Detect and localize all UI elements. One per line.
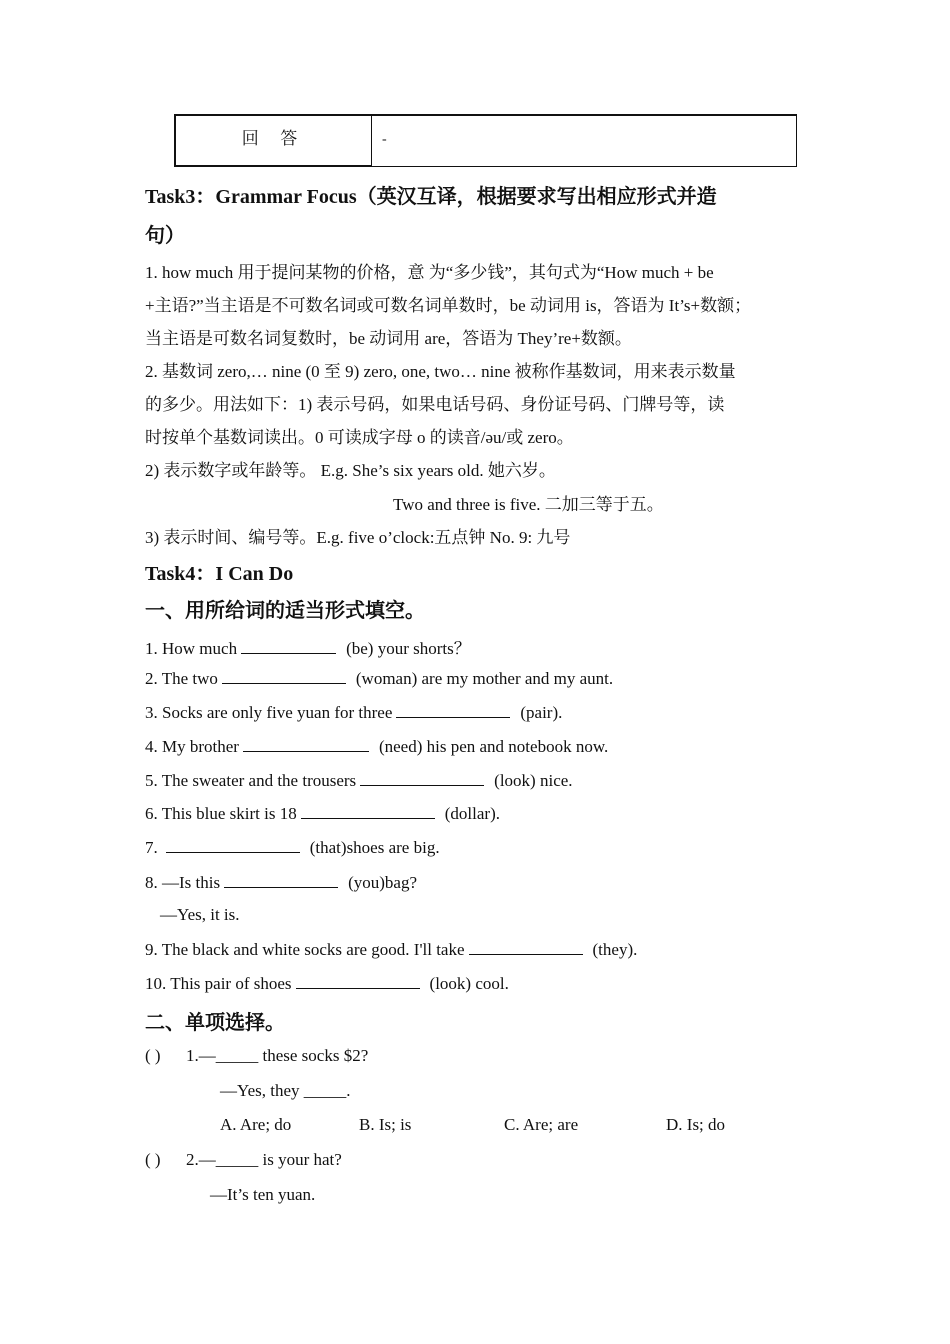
task4-title: Task4：I Can Do bbox=[145, 563, 294, 585]
fill-item-8-text: 8. —Is this bbox=[145, 873, 221, 892]
task3-title-cont: 句） bbox=[145, 225, 185, 247]
mc-2-reply: —It’s ten yuan. bbox=[210, 1185, 316, 1204]
fill-blank-4[interactable] bbox=[243, 736, 369, 752]
fill-blank-10[interactable] bbox=[296, 973, 420, 989]
fill-blank-1[interactable] bbox=[241, 638, 336, 654]
fill-blank-8[interactable] bbox=[224, 872, 338, 888]
mc-1-stem: 1.—_____ these socks $2? bbox=[186, 1046, 369, 1065]
fill-item-8-reply: —Yes, it is. bbox=[160, 905, 240, 924]
fill-item-5-hint: (look) nice. bbox=[494, 771, 573, 790]
mc-1-option-c[interactable]: C. Are; are bbox=[504, 1115, 579, 1134]
fill-blank-6[interactable] bbox=[301, 803, 435, 819]
fill-item-9-hint: (they). bbox=[592, 940, 638, 959]
answer-value-cell bbox=[372, 115, 797, 166]
fill-item-6 bbox=[145, 803, 500, 824]
fill-item-2 bbox=[145, 668, 613, 689]
mc-1-option-b[interactable]: B. Is; is bbox=[359, 1115, 412, 1134]
fill-item-8-hint: (you)bag? bbox=[348, 873, 418, 892]
grammar-line-9: 3) 表示时间、编号等。E.g. five o’clock:五点钟 No. 9: 九号 bbox=[145, 528, 571, 547]
grammar-line-8: Two and three is five. 二加三等于五。 bbox=[393, 495, 664, 514]
fill-item-10-text: 10. This pair of shoes bbox=[145, 974, 292, 993]
fill-blank-2[interactable] bbox=[222, 668, 346, 684]
mc-1-option-d[interactable]: D. Is; do bbox=[666, 1115, 726, 1134]
fill-item-5-text: 5. The sweater and the trousers bbox=[145, 771, 357, 790]
fill-item-3-hint: (pair). bbox=[520, 703, 563, 722]
fill-item-10 bbox=[145, 973, 509, 994]
fill-blank-7[interactable] bbox=[166, 837, 300, 853]
grammar-line-2: +主语?”当主语是不可数名词或可数名词单数时，be 动词用 is，答语为 It’s+数额； bbox=[145, 296, 752, 315]
fill-item-6-text: 6. This blue skirt is 18 bbox=[145, 804, 297, 823]
fill-item-10-hint: (look) cool. bbox=[429, 974, 509, 993]
grammar-line-5: 的多少。用法如下：1) 表示号码，如果电话号码、身份证号码、门牌号等，读 bbox=[145, 395, 725, 414]
fill-item-5 bbox=[145, 770, 573, 791]
fill-item-8 bbox=[145, 872, 417, 893]
fill-item-1-hint: (be) your shorts？ bbox=[346, 639, 471, 658]
mc-1-option-a[interactable]: A. Are; do bbox=[220, 1115, 292, 1134]
fill-item-1-text: 1. How much bbox=[145, 639, 238, 658]
fill-item-2-text: 2. The two bbox=[145, 669, 218, 688]
fill-blank-3[interactable] bbox=[396, 702, 510, 718]
fill-item-3 bbox=[145, 702, 562, 723]
fill-item-4 bbox=[145, 736, 608, 757]
fill-item-3-text: 3. Socks are only five yuan for three bbox=[145, 703, 393, 722]
fill-item-4-text: 4. My brother bbox=[145, 737, 239, 756]
answer-value: - bbox=[382, 132, 387, 147]
fill-item-7-hint: (that)shoes are big. bbox=[309, 838, 440, 857]
grammar-line-7: 2) 表示数字或年龄等。 E.g. She’s six years old. 她六岁。 bbox=[145, 461, 556, 480]
grammar-line-3: 当主语是可数名词复数时，be 动词用 are，答语为 They’re+数额。 bbox=[145, 329, 632, 348]
fill-blank-9[interactable] bbox=[469, 939, 583, 955]
answer-label: 回 答 bbox=[241, 129, 306, 149]
task3-title: Task3：Grammar Focus（英汉互译，根据要求写出相应形式并造 bbox=[145, 186, 717, 208]
fill-item-4-hint: (need) his pen and notebook now. bbox=[378, 737, 609, 756]
mc-2-paren[interactable]: ( ) bbox=[145, 1150, 161, 1169]
grammar-line-6: 时按单个基数词读出。0 可读成字母 o 的读音/əu/或 zero。 bbox=[145, 428, 574, 447]
mc-2-stem: 2.—_____ is your hat? bbox=[186, 1150, 342, 1169]
answer-table bbox=[174, 114, 797, 167]
fill-item-7 bbox=[145, 837, 440, 858]
grammar-line-1: 1. how much 用于提问某物的价格，意 为“多少钱”，其句式为“How much + be bbox=[145, 263, 714, 282]
fill-item-2-hint: (woman) are my mother and my aunt. bbox=[355, 669, 614, 688]
answer-label-cell bbox=[175, 115, 372, 166]
section1-title: 一、用所给词的适当形式填空。 bbox=[145, 598, 425, 622]
mc-1-reply: —Yes, they _____. bbox=[220, 1081, 351, 1100]
mc-1-paren[interactable]: ( ) bbox=[145, 1046, 161, 1065]
grammar-line-4: 2. 基数词 zero,… nine (0 至 9) zero, one, two… nine 被称作基数词，用来表示数量 bbox=[145, 362, 736, 381]
section2-title: 二、单项选择。 bbox=[145, 1010, 285, 1034]
fill-item-7-text: 7. bbox=[145, 838, 158, 857]
fill-item-9-text: 9. The black and white socks are good. I'll take bbox=[145, 940, 465, 959]
fill-item-6-hint: (dollar). bbox=[444, 804, 500, 823]
fill-item-9 bbox=[145, 939, 637, 960]
fill-item-1 bbox=[145, 634, 471, 659]
fill-blank-5[interactable] bbox=[360, 770, 484, 786]
